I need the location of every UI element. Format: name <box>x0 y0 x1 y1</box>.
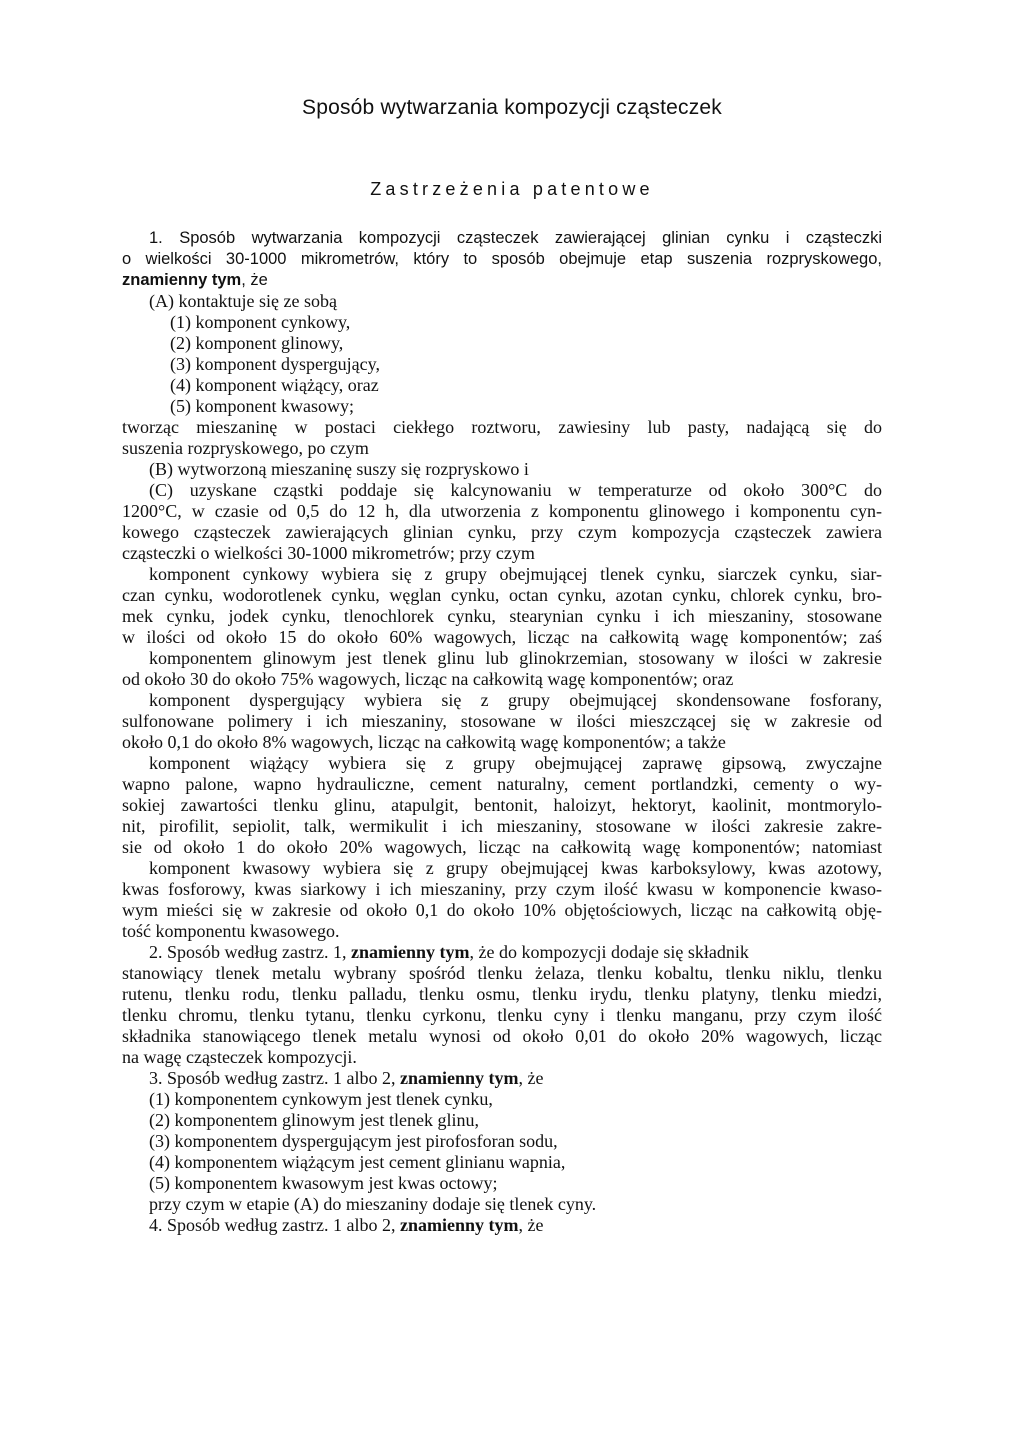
claims-body <box>122 228 882 1236</box>
claim-1-line: suszenia rozpryskowego, po czym <box>122 438 369 458</box>
claim-1-component: (1) komponent cynkowy, <box>170 312 351 332</box>
claim-3-item: (3) komponentem dyspergującym jest pirofosforan sodu, <box>149 1131 558 1151</box>
claim-1-dispersant-line: sulfonowane polimery i ich mieszaniny, stosowane w ilości mieszczącej się w zakresie od <box>122 711 882 731</box>
claim-4-line <box>122 1215 882 1236</box>
claim-1-keyword: znamienny tym <box>122 271 242 289</box>
claim-1-component: (5) komponent kwasowy; <box>170 396 354 416</box>
claim-4-text: 4. Sposób według zastrz. 1 albo 2, <box>149 1215 396 1235</box>
claim-1-zinc-line: mek cynku, jodek cynku, tlenochlorek cynku, stearynian cynku i ich mieszaniny, stosowane <box>122 606 882 626</box>
claim-1-dispersant-line: komponent dyspergujący wybiera się z grupy obejmującej skondensowane fosforany, <box>149 690 882 710</box>
claim-1-line: tworząc mieszaninę w postaci ciekłego roztworu, zawiesiny lub pasty, nadającą się do <box>122 417 882 437</box>
claim-2-text: , że do kompozycji dodaje się składnik <box>469 942 749 962</box>
document-title: Sposób wytwarzania kompozycji cząsteczek <box>301 96 722 119</box>
claim-1-binder-line: sie od około 1 do około 20% wagowych, licząc na całkowitą wagę komponentów; natomiast <box>122 837 882 857</box>
claim-1-zinc-line: komponent cynkowy wybiera się z grupy obejmującej tlenek cynku, siarczek cynku, siar- <box>149 564 882 584</box>
claim-1-step-a: (A) kontaktuje się ze sobą <box>149 291 337 311</box>
section-heading: Zastrzeżenia patentowe <box>370 179 654 199</box>
claim-3-item: (1) komponentem cynkowym jest tlenek cynku, <box>149 1089 493 1109</box>
claim-1-acid-line: tość komponentu kwasowego. <box>122 921 340 941</box>
claim-1-step-c: (C) uzyskane cząstki poddaje się kalcynowaniu w temperaturze od około 300°C do <box>149 480 882 500</box>
claim-1-alumina-line: od około 30 do około 75% wagowych, licząc na całkowitą wagę komponentów; oraz <box>122 669 734 689</box>
claim-2-line: składnika stanowiącego tlenek metalu wynosi od około 0,01 do około 20% wagowych, licząc <box>122 1026 882 1046</box>
claim-1-dispersant-line: około 0,1 do około 8% wagowych, licząc na całkowitą wagę komponentów; a także <box>122 732 726 752</box>
claim-1-line: o wielkości 30-1000 mikrometrów, który to sposób obejmuje etap suszenia rozpryskowego, <box>122 250 882 268</box>
claim-1-line: kowego cząsteczek zawierających glinian cynku, przy czym kompozycja cząsteczek zawiera <box>122 522 882 542</box>
claim-1-binder-line: sokiej zawartości tlenku glinu, atapulgit, bentonit, haloizyt, hektoryt, kaolinit, montmorylo- <box>122 795 882 815</box>
claim-1-alumina-line: komponentem glinowym jest tlenek glinu lub glinokrzemian, stosowany w ilości w zakresie <box>149 648 882 668</box>
claim-1-line: cząsteczki o wielkości 30-1000 mikrometrów; przy czym <box>122 543 535 563</box>
claim-2-line: stanowiący tlenek metalu wybrany spośród tlenku żelaza, tlenku kobaltu, tlenku niklu, tlenku <box>122 963 882 983</box>
claim-2-line: rutenu, tlenku rodu, tlenku palladu, tlenku osmu, tlenku irydu, tlenku platyny, tlenku miedzi, <box>122 984 882 1004</box>
claim-2-text: 2. Sposób według zastrz. 1, <box>149 942 347 962</box>
claim-1-acid-line: wym mieści się w zakresie od około 0,1 do około 10% objętościowych, licząc na całkowitą obję- <box>122 900 882 920</box>
claim-4-text: , że <box>518 1215 544 1235</box>
claim-3-item: (5) komponentem kwasowym jest kwas octowy; <box>149 1173 498 1193</box>
claim-3-line: przy czym w etapie (A) do mieszaniny dodaje się tlenek cyny. <box>149 1194 597 1214</box>
claim-4-keyword: znamienny tym <box>399 1215 519 1235</box>
claim-1-component: (4) komponent wiążący, oraz <box>170 375 379 395</box>
claim-1-acid-line: komponent kwasowy wybiera się z grupy obejmującej kwas karboksylowy, kwas azotowy, <box>149 858 882 878</box>
claim-2-keyword: znamienny tym <box>350 942 470 962</box>
claim-1-binder-line: wapno palone, wapno hydrauliczne, cement naturalny, cement portlandzki, cementy o wy- <box>122 774 882 794</box>
claim-3-item: (2) komponentem glinowym jest tlenek glinu, <box>149 1110 479 1130</box>
claim-2-line: na wagę cząsteczek kompozycji. <box>122 1047 357 1067</box>
claim-1-component: (2) komponent glinowy, <box>170 333 344 353</box>
claim-1-line: 1. Sposób wytwarzania kompozycji cząsteczek zawierającej glinian cynku i cząsteczki <box>149 229 882 247</box>
claim-2-line: tlenku chromu, tlenku tytanu, tlenku cyrkonu, tlenku cyny i tlenku manganu, przy czym ilość <box>122 1005 882 1025</box>
claim-3-text: 3. Sposób według zastrz. 1 albo 2, <box>149 1068 396 1088</box>
claim-1-line: 1200°C, w czasie od 0,5 do 12 h, dla utworzenia z komponentu glinowego i komponentu cyn- <box>122 501 882 521</box>
claim-1-step-b: (B) wytworzoną mieszaninę suszy się rozpryskowo i <box>149 459 529 479</box>
claim-3-item: (4) komponentem wiążącym jest cement glinianu wapnia, <box>149 1152 566 1172</box>
claim-1-binder-line: komponent wiążący wybiera się z grupy obejmującej zaprawę gipsową, zwyczajne <box>149 753 882 773</box>
claim-3-text: , że <box>518 1068 544 1088</box>
claim-1-binder-line: nit, pirofilit, sepiolit, talk, wermikulit i ich mieszaniny, stosowane w ilości zakresie zakre- <box>122 816 882 836</box>
claim-1-acid-line: kwas fosforowy, kwas siarkowy i ich mieszaniny, przy czym ilość kwasu w komponencie kwaso- <box>122 879 882 899</box>
claim-1-zinc-line: w ilości od około 15 do około 60% wagowych, licząc na całkowitą wagę komponentów; zaś <box>122 627 882 647</box>
claim-1-line <box>122 270 882 291</box>
claim-1-text: , że <box>241 271 268 289</box>
claim-1-component: (3) komponent dyspergujący, <box>170 354 380 374</box>
claim-2-line <box>122 942 882 963</box>
claim-3-line <box>122 1068 882 1089</box>
claim-1-zinc-line: czan cynku, wodorotlenek cynku, węglan cynku, octan cynku, azotan cynku, chlorek cynku, bro- <box>122 585 882 605</box>
claim-3-keyword: znamienny tym <box>399 1068 519 1088</box>
